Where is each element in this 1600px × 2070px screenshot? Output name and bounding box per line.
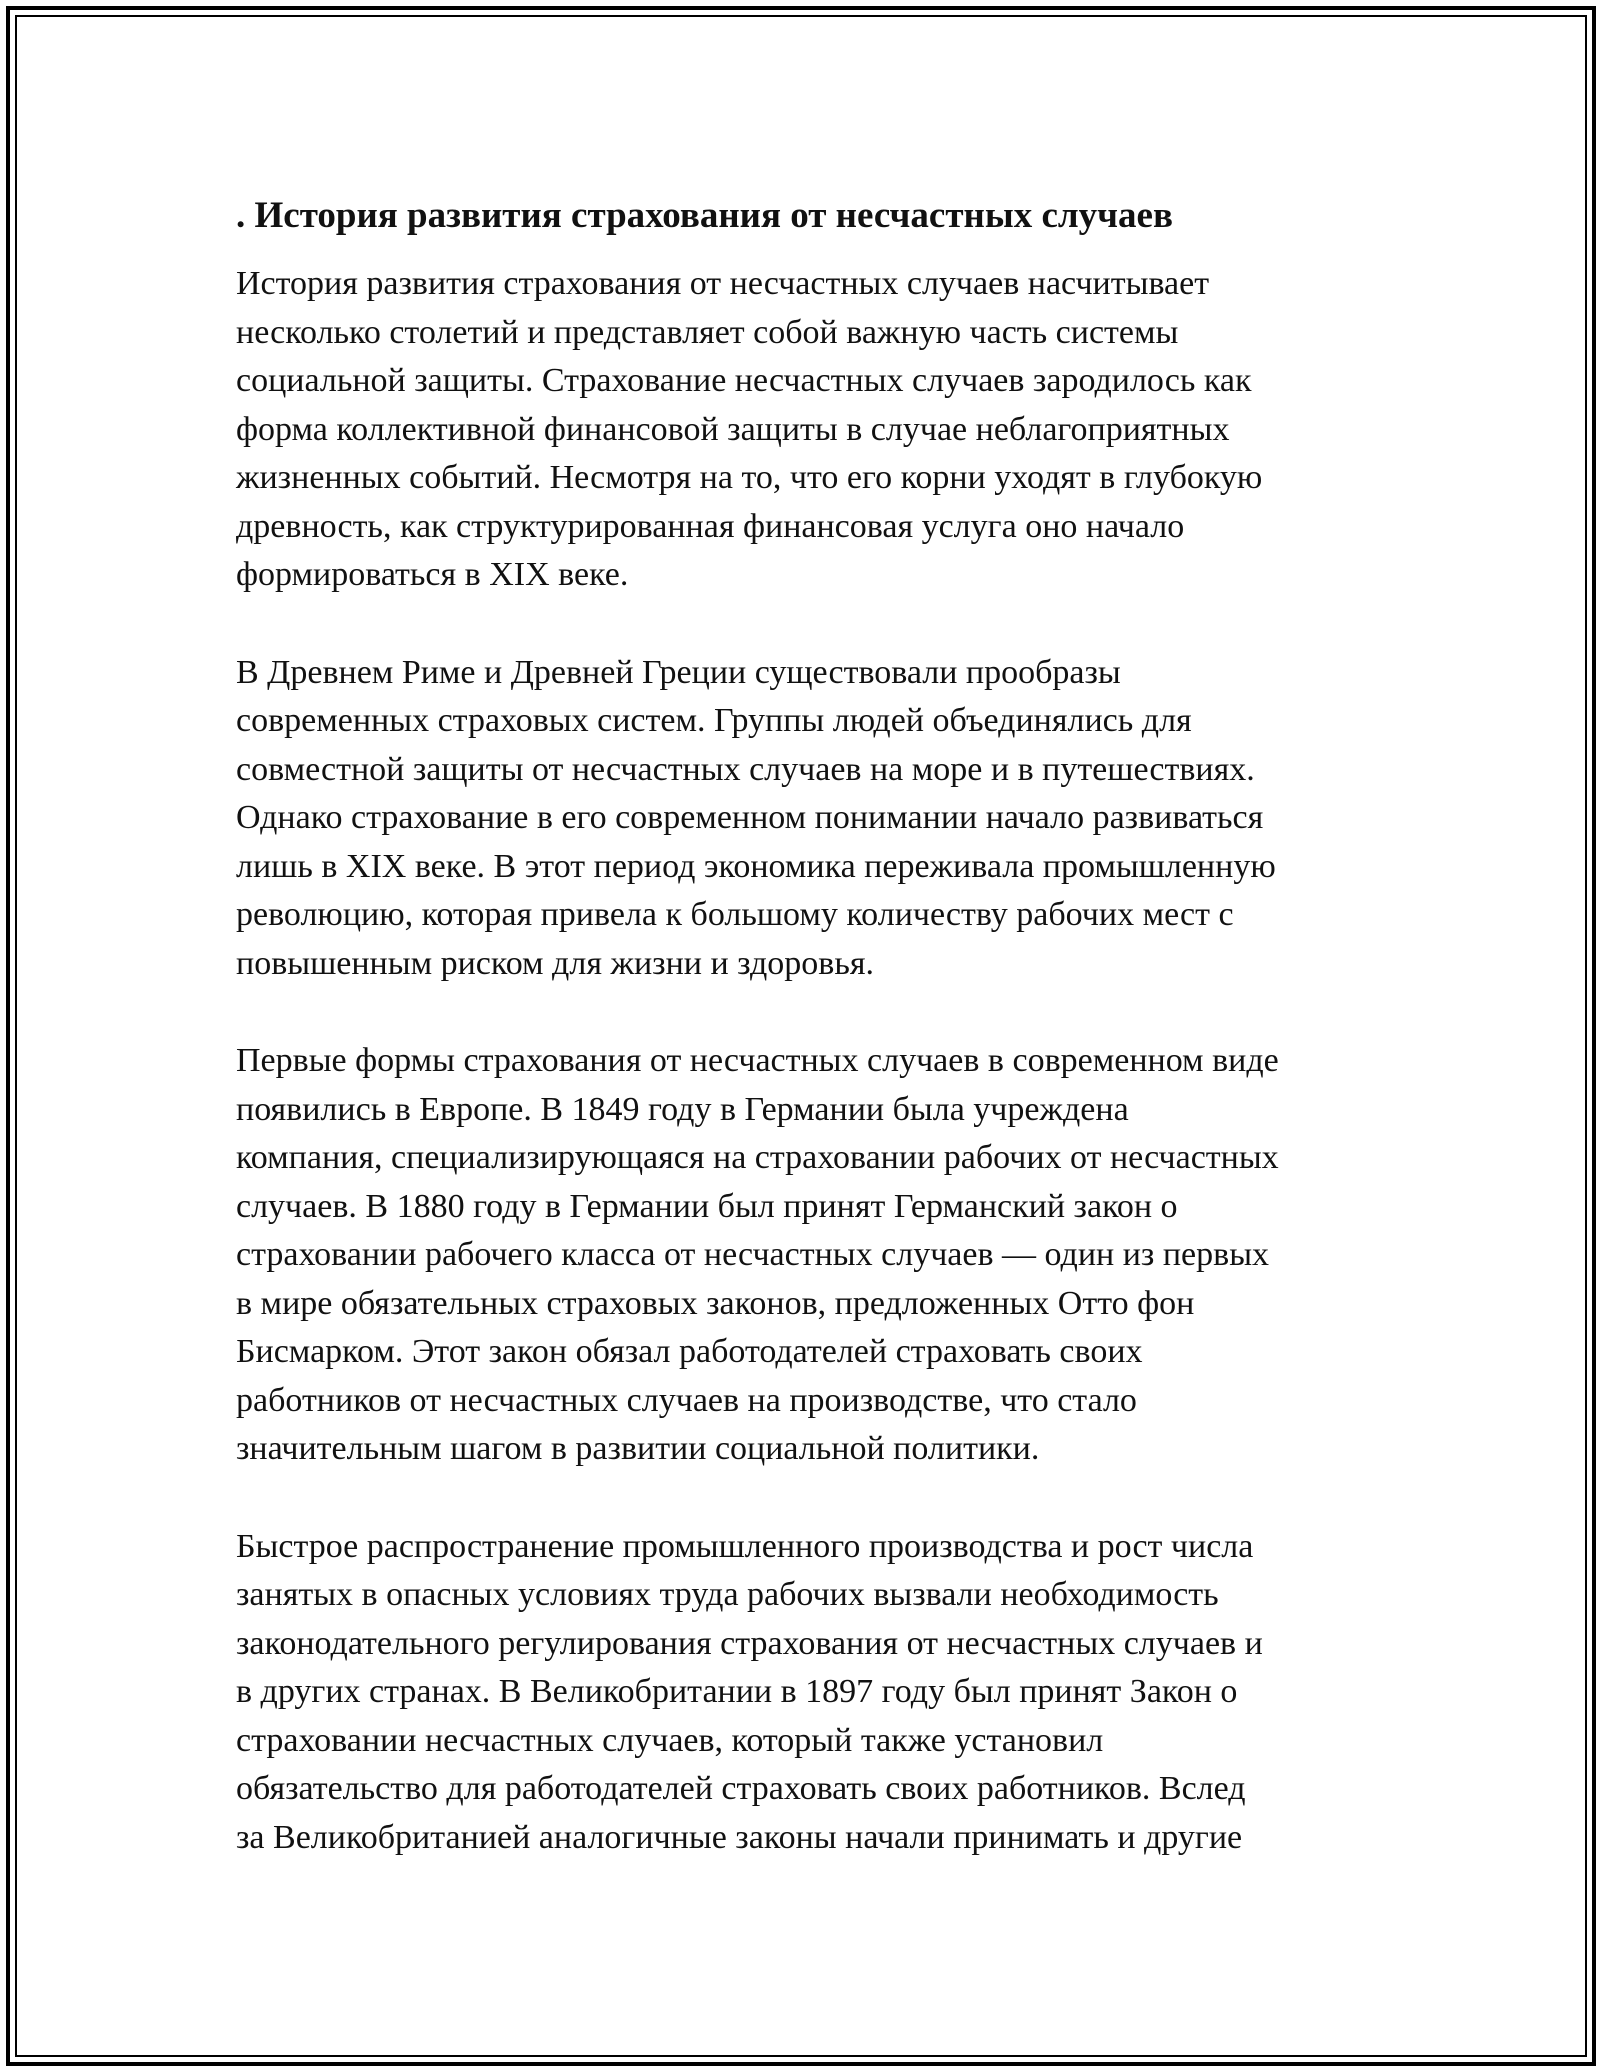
section-heading: . История развития страхования от несчастных случаев [236,195,1173,236]
paragraph-3: Первые формы страхования от несчастных случаев в современном виде появились в Европе. В 1849 году в Германии была учреждена компания, специализирующаяся на страховании рабочих от несчастных случаев. В 1880 году в Германии был принят Германский закон о страховании рабочего класса от несчастных случаев — один из первых в мире обязательных страховых законов, предложенных Отто фон Бисмарком. Этот закон обязал работодателей страховать своих работников от несчастных случаев на производстве, что стало значительным шагом в развитии социальной политики. [236,1042,1279,1467]
paragraph-1: История развития страхования от несчастных случаев насчитывает несколько столетий и представляет собой важную часть системы социальной защиты. Страхование несчастных случаев зародилось как форма коллективной финансовой защиты в случае неблагоприятных жизненных событий. Несмотря на то, что его корни уходят в глубокую древность, как структурированная финансовая услуга оно начало формироваться в XIX веке. [236,265,1263,593]
paragraph-4: Быстрое распространение промышленного производства и рост числа занятых в опасных условиях труда рабочих вызвали необходимость законодательного регулирования страхования от несчастных случаев и в других странах. В Великобритании в 1897 году был принят Закон о страховании несчастных случаев, который также установил обязательство для работодателей страховать своих работников. Вслед за Великобританией аналогичные законы начали принимать и другие [236,1527,1263,1856]
paragraph-2: В Древнем Риме и Древней Греции существовали прообразы современных страховых систем. Группы людей объединялись для совместной защиты от несчастных случаев на море и в путешествиях. Однако страхование в его современном понимании начало развиваться лишь в XIX веке. В этот период экономика переживала промышленную революцию, которая привела к большому количеству рабочих мест с повышенным риском для жизни и здоровья. [236,653,1276,982]
document-body [236,188,1386,1911]
